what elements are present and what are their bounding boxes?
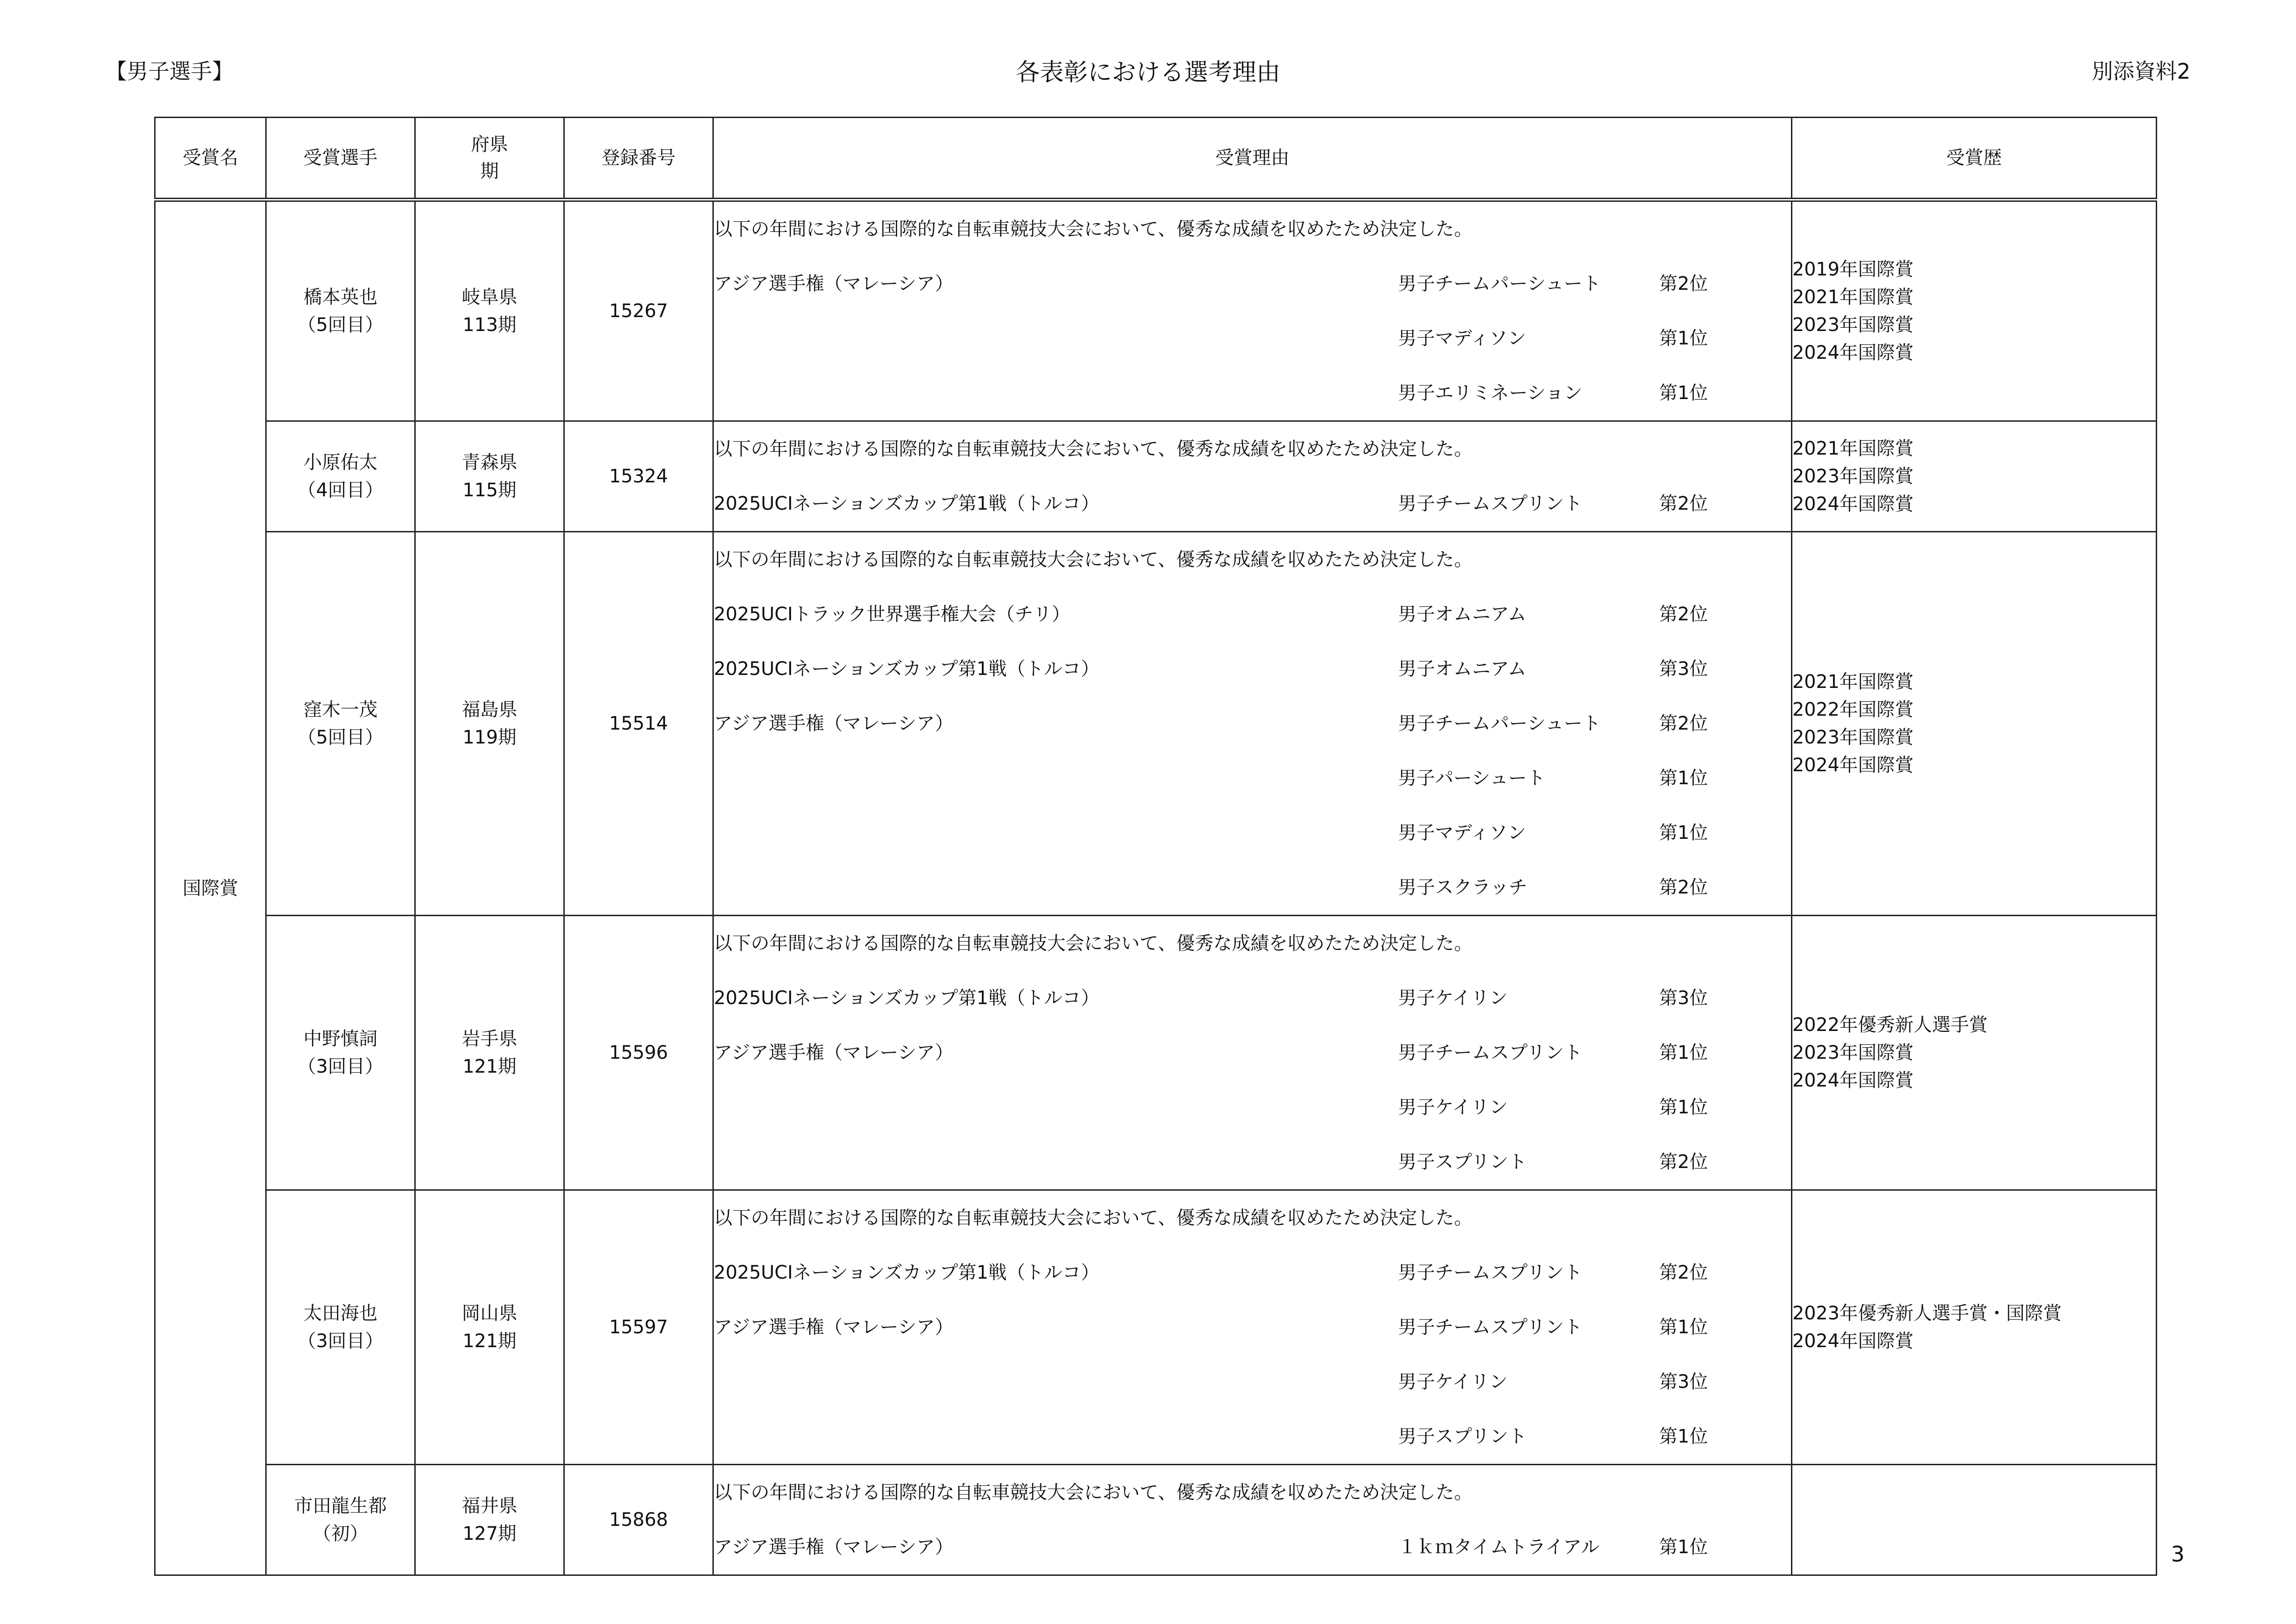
result-line <box>714 366 1791 420</box>
history-entry: 2023年優秀新人選手賞・国際賞 <box>1792 1303 2062 1324</box>
placement: 第3位 <box>1659 1371 1708 1393</box>
award-name-cell: 国際賞 <box>155 200 266 1575</box>
event-category: 男子パーシュート <box>1398 768 1546 789</box>
col-pref-header-line1: 府県 <box>471 134 508 155</box>
result-line <box>714 751 1791 806</box>
placement: 第2位 <box>1659 604 1708 625</box>
player-row <box>155 1465 2157 1575</box>
history-entry: 2023年国際賞 <box>1792 1042 1914 1063</box>
placement: 第1位 <box>1659 1042 1708 1063</box>
event-name: 2025UCIネーションズカップ第1戦（トルコ） <box>714 493 1100 514</box>
placement: 第1位 <box>1659 382 1708 404</box>
result-line <box>714 476 1791 531</box>
prefecture: 福島県 <box>462 699 518 720</box>
reason-intro: 以下の年間における国際的な自転車競技大会において、優秀な成績を収めたため決定した。 <box>714 1207 1473 1229</box>
placement: 第1位 <box>1659 328 1708 349</box>
placement: 第1位 <box>1659 822 1708 843</box>
reason-intro: 以下の年間における国際的な自転車競技大会において、優秀な成績を収めたため決定した。 <box>714 219 1473 240</box>
player-name: 橋本英也 <box>303 287 378 308</box>
prefecture: 青森県 <box>462 452 518 473</box>
reason-cell <box>713 421 1792 532</box>
reason-intro: 以下の年間における国際的な自転車競技大会において、優秀な成績を収めたため決定した。 <box>714 1482 1473 1503</box>
event-category: 男子ケイリン <box>1398 1371 1508 1393</box>
event-name: 2025UCIネーションズカップ第1戦（トルコ） <box>714 1262 1100 1283</box>
player-name: 太田海也 <box>303 1303 378 1324</box>
player-row <box>155 200 2157 421</box>
player-cell <box>266 421 415 532</box>
history-entry: 2021年国際賞 <box>1792 438 1914 459</box>
event-category: 男子ケイリン <box>1398 987 1508 1009</box>
event-category: 男子オムニアム <box>1398 604 1527 625</box>
reason-cell <box>713 916 1792 1190</box>
event-name: アジア選手権（マレーシア） <box>714 1537 954 1558</box>
placement: 第1位 <box>1659 1317 1708 1338</box>
player-row <box>155 532 2157 916</box>
result-line <box>714 311 1791 366</box>
event-category: 男子チームスプリント <box>1398 1262 1583 1283</box>
event-category: １ｋｍタイムトライアル <box>1398 1537 1600 1558</box>
placement: 第3位 <box>1659 658 1708 680</box>
prefecture: 岐阜県 <box>462 287 518 308</box>
history-entry: 2021年国際賞 <box>1792 671 1914 693</box>
placement: 第3位 <box>1659 987 1708 1009</box>
prefecture: 岩手県 <box>462 1028 518 1049</box>
result-line <box>714 1025 1791 1080</box>
term: 115期 <box>462 480 517 501</box>
col-award-header: 受賞名 <box>155 118 266 200</box>
attachment-label: 別添資料2 <box>2091 59 2190 84</box>
prefecture-cell <box>415 421 564 532</box>
placement: 第1位 <box>1659 1097 1708 1118</box>
history-entry: 2024年国際賞 <box>1792 755 1914 776</box>
registration-number: 15324 <box>564 421 713 532</box>
section-label: 【男子選手】 <box>106 59 233 84</box>
award-count: （3回目） <box>297 1330 384 1352</box>
prefecture: 岡山県 <box>462 1303 518 1324</box>
history-entry: 2023年国際賞 <box>1792 314 1914 336</box>
player-cell <box>266 200 415 421</box>
prefecture-cell <box>415 532 564 916</box>
award-history-cell <box>1792 200 2157 421</box>
player-cell <box>266 1190 415 1465</box>
result-line <box>714 642 1791 696</box>
reason-intro: 以下の年間における国際的な自転車競技大会において、優秀な成績を収めたため決定した。 <box>714 549 1473 570</box>
event-category: 男子チームパーシュート <box>1398 713 1601 734</box>
reason-cell <box>713 532 1792 916</box>
result-line <box>714 1520 1791 1574</box>
award-count: （5回目） <box>297 727 384 748</box>
award-count: （3回目） <box>297 1056 384 1077</box>
placement: 第2位 <box>1659 273 1708 294</box>
reason-intro: 以下の年間における国際的な自転車競技大会において、優秀な成績を収めたため決定した。 <box>714 933 1473 954</box>
result-line <box>714 806 1791 860</box>
col-reason-header: 受賞理由 <box>713 118 1792 200</box>
registration-number: 15597 <box>564 1190 713 1465</box>
event-name: アジア選手権（マレーシア） <box>714 1042 954 1063</box>
event-name: アジア選手権（マレーシア） <box>714 713 954 734</box>
award-history-cell <box>1792 1190 2157 1465</box>
result-line <box>714 1080 1791 1135</box>
result-line <box>714 587 1791 642</box>
event-category: 男子チームスプリント <box>1398 1042 1583 1063</box>
event-name: アジア選手権（マレーシア） <box>714 273 954 294</box>
event-category: 男子チームパーシュート <box>1398 273 1601 294</box>
reason-intro: 以下の年間における国際的な自転車競技大会において、優秀な成績を収めたため決定した。 <box>714 438 1473 460</box>
term: 121期 <box>462 1330 517 1352</box>
registration-number: 15267 <box>564 200 713 421</box>
award-history-cell <box>1792 532 2157 916</box>
registration-number: 15514 <box>564 532 713 916</box>
placement: 第2位 <box>1659 713 1708 734</box>
event-name: 2025UCIトラック世界選手権大会（チリ） <box>714 604 1071 625</box>
event-category: 男子オムニアム <box>1398 658 1527 680</box>
history-entry: 2024年国際賞 <box>1792 1330 1914 1352</box>
term: 121期 <box>462 1056 517 1077</box>
result-line <box>714 256 1791 311</box>
player-name: 小原佑太 <box>303 452 378 473</box>
event-category: 男子スプリント <box>1398 1151 1527 1173</box>
history-entry: 2021年国際賞 <box>1792 287 1914 308</box>
result-line <box>714 1300 1791 1355</box>
player-row <box>155 916 2157 1190</box>
event-name: 2025UCIネーションズカップ第1戦（トルコ） <box>714 658 1100 680</box>
col-history-header: 受賞歴 <box>1792 118 2157 200</box>
placement: 第1位 <box>1659 768 1708 789</box>
event-category: 男子マディソン <box>1398 328 1526 349</box>
history-entry: 2019年国際賞 <box>1792 259 1914 280</box>
prefecture-cell <box>415 1465 564 1575</box>
player-name: 窪木一茂 <box>303 699 378 720</box>
col-pref-header-line2: 期 <box>480 161 499 182</box>
history-entry: 2023年国際賞 <box>1792 466 1914 487</box>
result-line <box>714 1245 1791 1300</box>
result-line <box>714 1355 1791 1409</box>
history-entry: 2024年国際賞 <box>1792 1070 1914 1091</box>
term: 113期 <box>462 314 517 336</box>
selection-reasons-table <box>154 117 2157 1576</box>
col-regno-header: 登録番号 <box>564 118 713 200</box>
table-header-row <box>155 118 2157 200</box>
result-line <box>714 1409 1791 1464</box>
player-name: 中野慎詞 <box>303 1028 378 1049</box>
placement: 第2位 <box>1659 1262 1708 1283</box>
event-name: 2025UCIネーションズカップ第1戦（トルコ） <box>714 987 1100 1009</box>
result-line <box>714 860 1791 915</box>
event-category: 男子ケイリン <box>1398 1097 1508 1118</box>
placement: 第1位 <box>1659 1537 1708 1558</box>
award-history-cell <box>1792 1465 2157 1575</box>
player-name: 市田龍生都 <box>294 1495 387 1517</box>
event-category: 男子スプリント <box>1398 1426 1527 1447</box>
award-history-cell <box>1792 421 2157 532</box>
event-category: 男子チームスプリント <box>1398 493 1583 514</box>
placement: 第2位 <box>1659 877 1708 898</box>
placement: 第2位 <box>1659 1151 1708 1173</box>
history-entry: 2023年国際賞 <box>1792 727 1914 748</box>
reason-cell <box>713 1190 1792 1465</box>
prefecture-cell <box>415 1190 564 1465</box>
history-entry: 2024年国際賞 <box>1792 493 1914 515</box>
placement: 第1位 <box>1659 1426 1708 1447</box>
player-row <box>155 1190 2157 1465</box>
prefecture: 福井県 <box>462 1495 518 1517</box>
registration-number: 15868 <box>564 1465 713 1575</box>
award-history-cell <box>1792 916 2157 1190</box>
reason-cell <box>713 200 1792 421</box>
history-entry: 2022年優秀新人選手賞 <box>1792 1014 1988 1036</box>
award-count: （5回目） <box>297 314 384 336</box>
term: 127期 <box>462 1523 517 1544</box>
placement: 第2位 <box>1659 493 1708 514</box>
table-body <box>155 200 2157 1575</box>
reason-cell <box>713 1465 1792 1575</box>
term: 119期 <box>462 727 517 748</box>
event-name: アジア選手権（マレーシア） <box>714 1317 954 1338</box>
prefecture-cell <box>415 916 564 1190</box>
event-category: 男子エリミネーション <box>1398 382 1583 404</box>
col-player-header: 受賞選手 <box>266 118 415 200</box>
award-count: （初） <box>312 1523 368 1544</box>
registration-number: 15596 <box>564 916 713 1190</box>
col-pref-header <box>415 118 564 200</box>
player-cell <box>266 916 415 1190</box>
player-row <box>155 421 2157 532</box>
prefecture-cell <box>415 200 564 421</box>
page-title: 各表彰における選考理由 <box>1015 59 1280 87</box>
event-category: 男子チームスプリント <box>1398 1317 1583 1338</box>
result-line <box>714 971 1791 1025</box>
history-entry: 2024年国際賞 <box>1792 342 1914 363</box>
player-cell <box>266 532 415 916</box>
history-entry: 2022年国際賞 <box>1792 699 1914 720</box>
event-category: 男子スクラッチ <box>1398 877 1528 898</box>
result-line <box>714 696 1791 751</box>
award-count: （4回目） <box>297 480 384 501</box>
event-category: 男子マディソン <box>1398 822 1526 843</box>
page-number: 3 <box>2171 1542 2185 1567</box>
result-line <box>714 1135 1791 1189</box>
player-cell <box>266 1465 415 1575</box>
